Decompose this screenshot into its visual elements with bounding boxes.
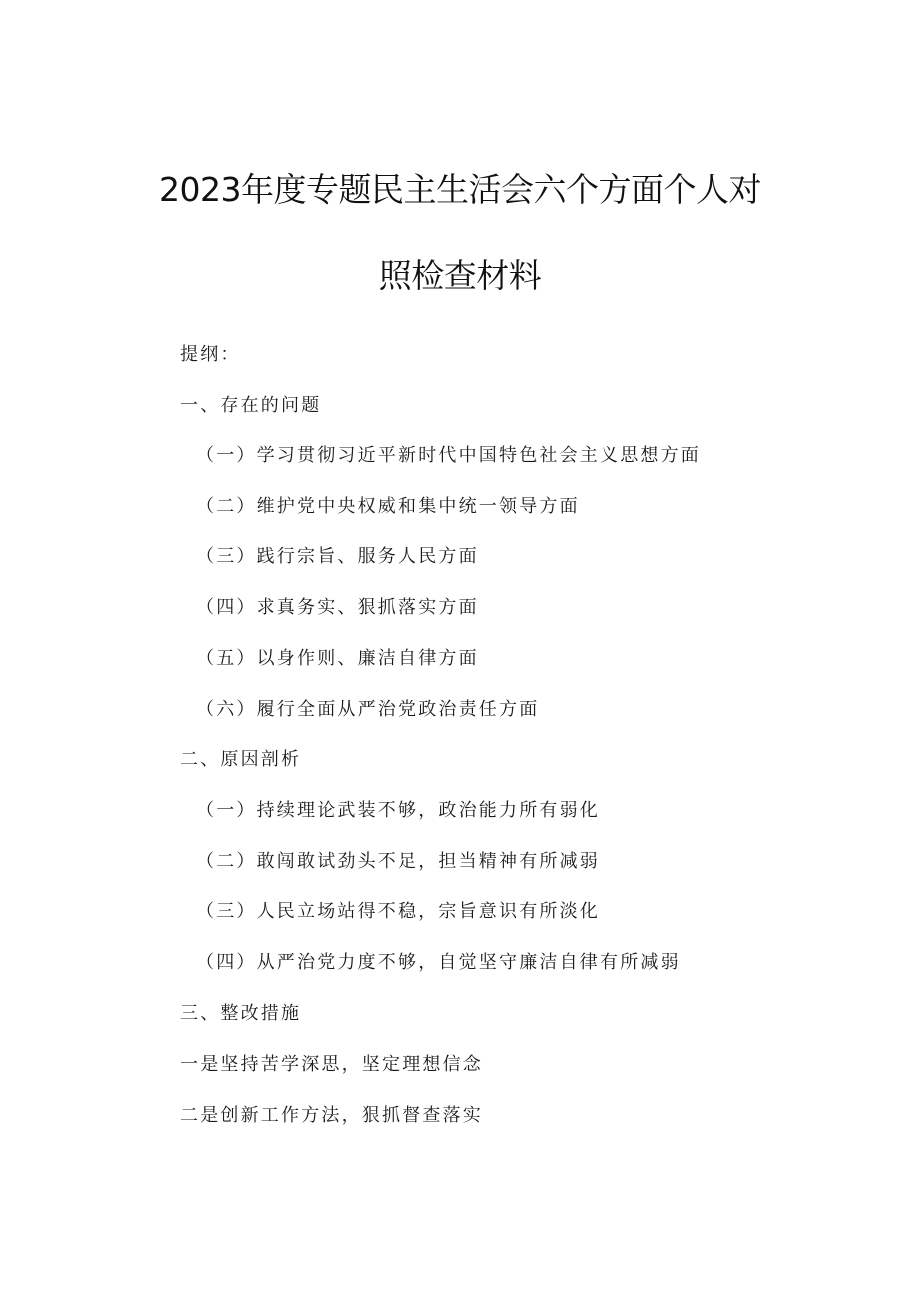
problem-item-2: （二）维护党中央权威和集中统一领导方面: [196, 496, 580, 517]
measure-item-1: 一是坚持苦学深思，坚定理想信念: [180, 1054, 483, 1075]
cause-item-3: （三）人民立场站得不稳，宗旨意识有所淡化: [196, 901, 600, 922]
problem-item-3: （三）践行宗旨、服务人民方面: [196, 546, 479, 567]
measure-item-2: 二是创新工作方法，狠抓督查落实: [180, 1105, 483, 1126]
outline-heading: 提纲：: [180, 344, 241, 365]
document-title-line-2: 照检查材料: [378, 256, 542, 295]
section-heading-problems: 一、存在的问题: [180, 395, 322, 416]
section-heading-measures: 三、整改措施: [180, 1003, 302, 1024]
problem-item-1: （一）学习贯彻习近平新时代中国特色社会主义思想方面: [196, 445, 701, 466]
problem-item-4: （四）求真务实、狠抓落实方面: [196, 597, 479, 618]
cause-item-2: （二）敢闯敢试劲头不足，担当精神有所减弱: [196, 851, 600, 872]
problem-item-5: （五）以身作则、廉洁自律方面: [196, 648, 479, 669]
document-title-line-1: 2023年度专题民主生活会六个方面个人对: [159, 170, 761, 209]
cause-item-4: （四）从严治党力度不够，自觉坚守廉洁自律有所减弱: [196, 952, 681, 973]
cause-item-1: （一）持续理论武装不够，政治能力所有弱化: [196, 800, 600, 821]
section-heading-causes: 二、原因剖析: [180, 749, 302, 770]
problem-item-6: （六）履行全面从严治党政治责任方面: [196, 699, 540, 720]
